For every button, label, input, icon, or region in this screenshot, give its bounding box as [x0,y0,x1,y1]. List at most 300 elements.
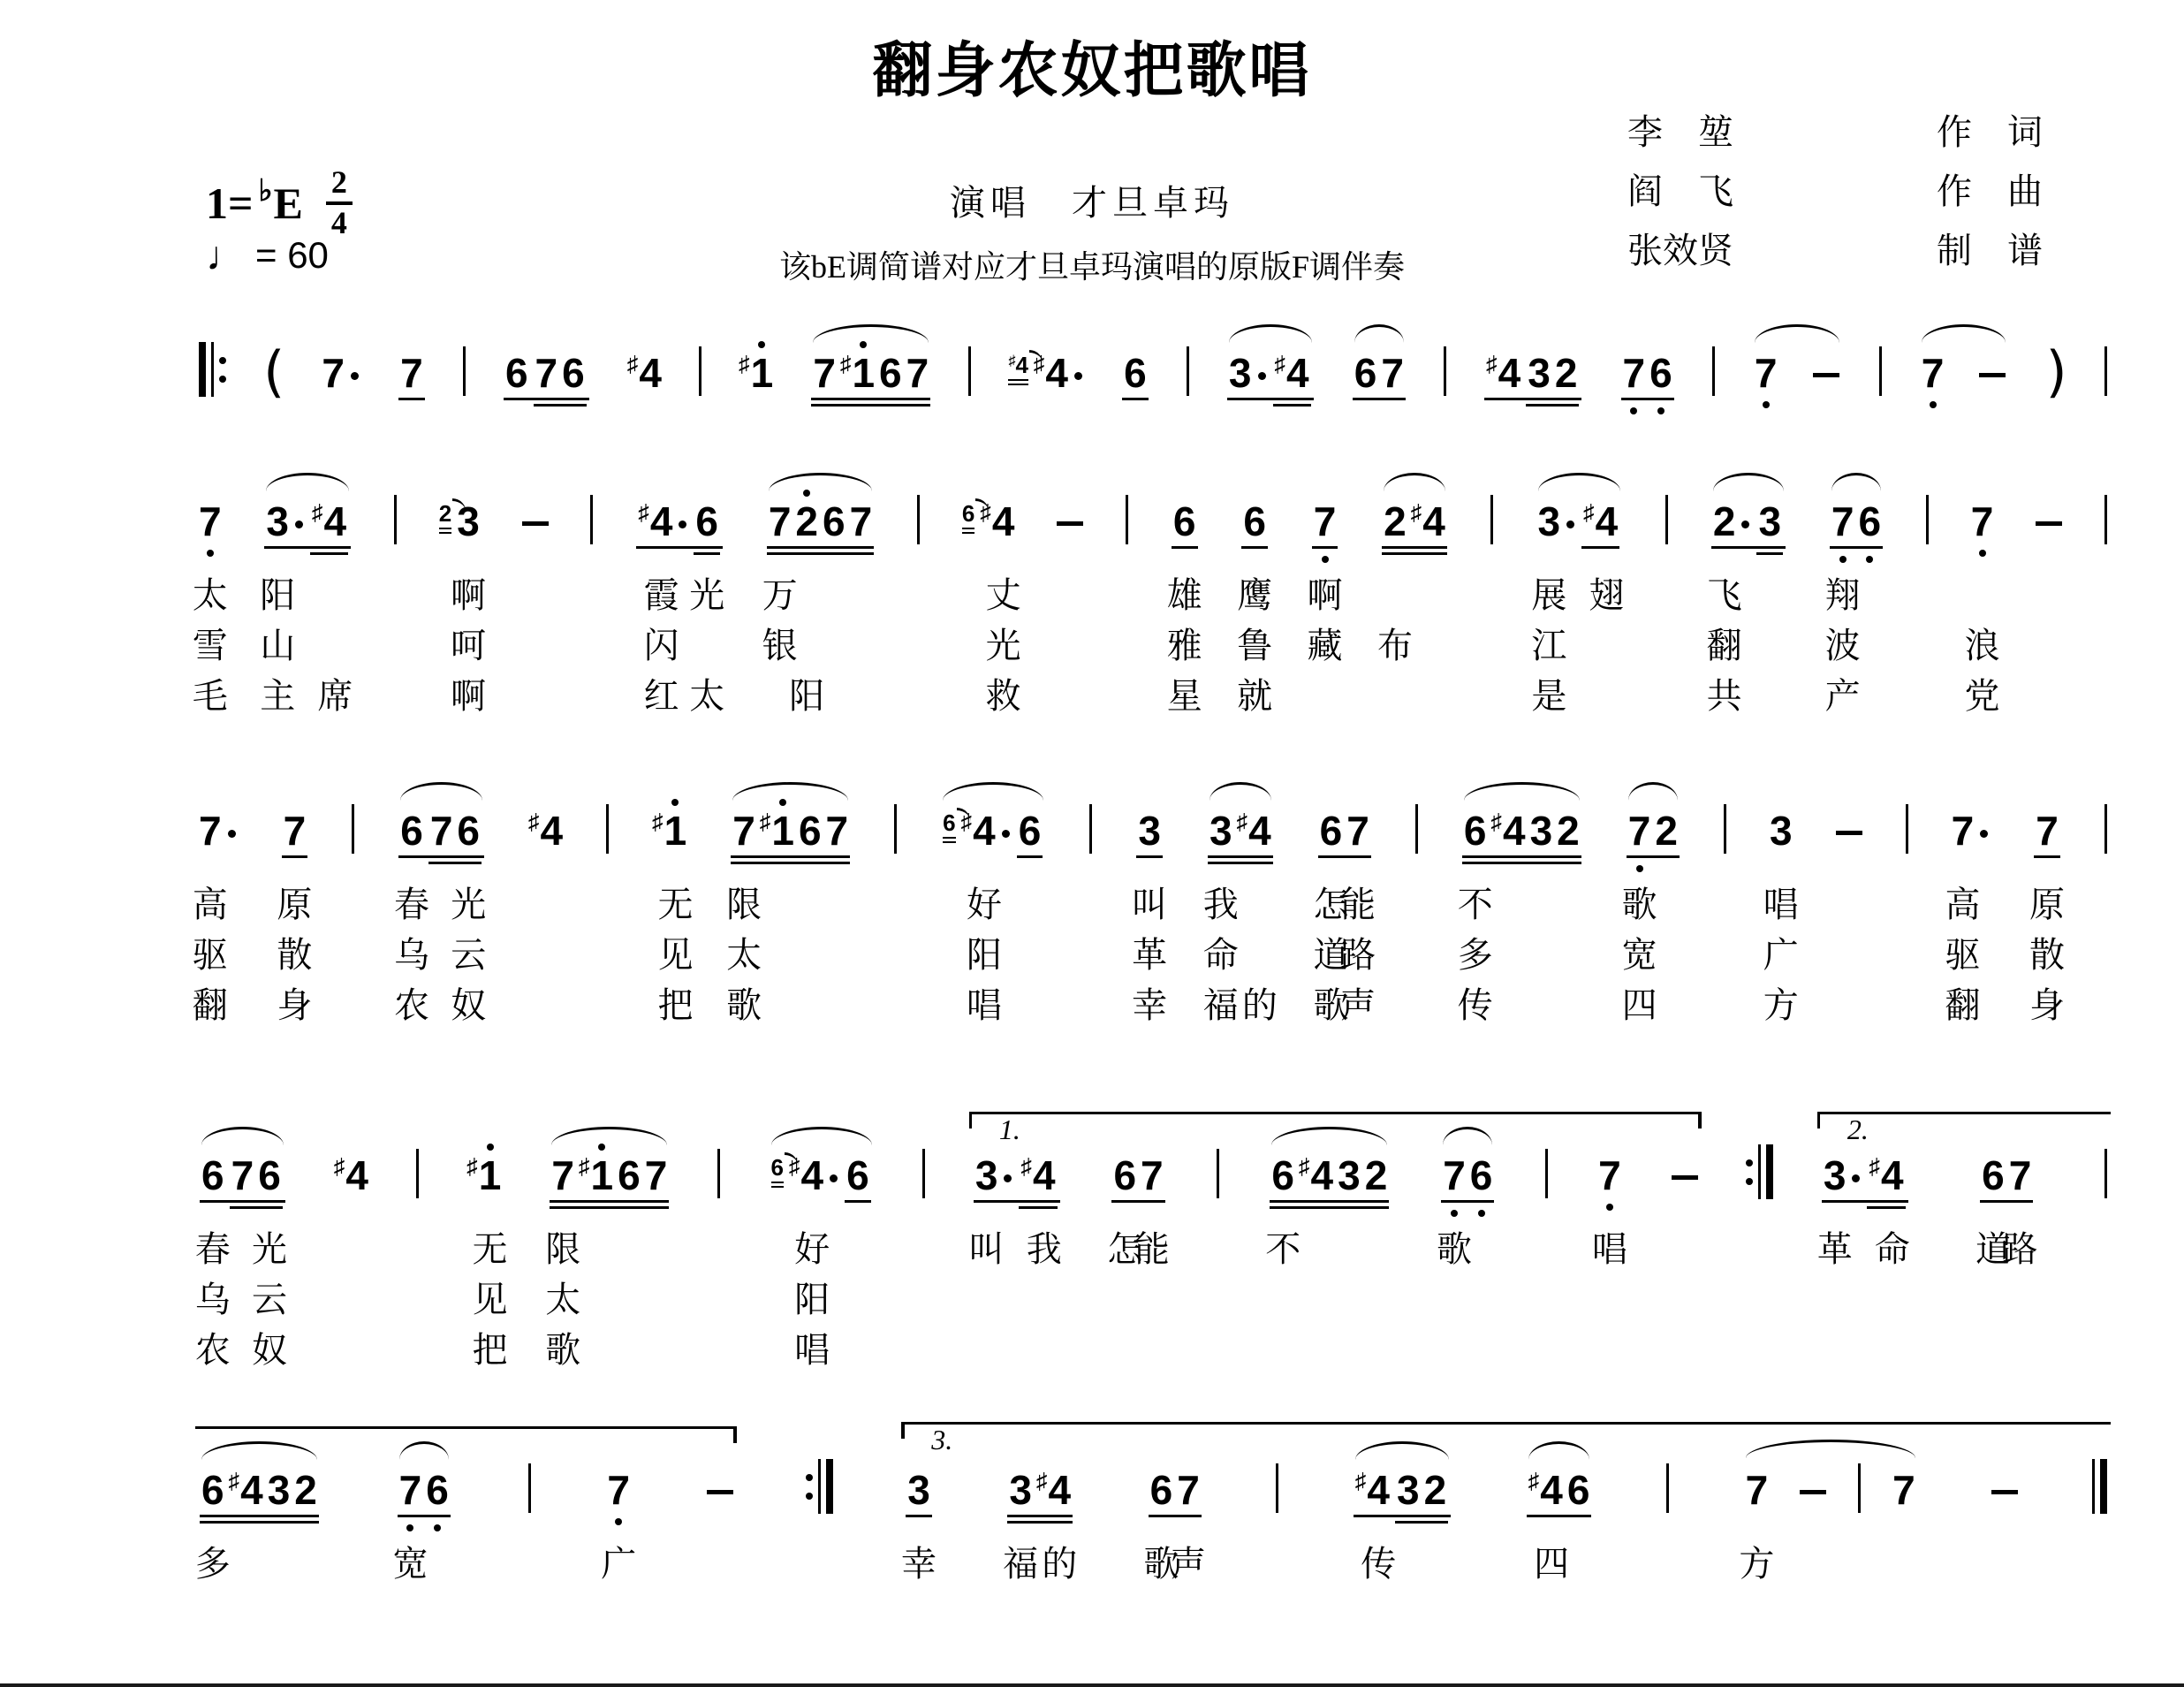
beam-line [811,404,930,407]
lyrics-row-3 [192,673,2107,724]
jianpu-note [879,348,902,394]
lyric-syllable: 见 [472,1280,508,1319]
note-digit: 6 [457,808,481,854]
grace-digit: 6 [770,1154,784,1181]
note-digit: 6 [1982,1152,2005,1198]
augmentation-dot [1074,372,1082,380]
barline [922,1149,925,1198]
note-group [1207,806,1274,852]
lyrics-row-1 [192,882,2107,932]
note-digit: 4 [1248,808,1271,854]
note-digit: 3 [1823,1152,1847,1198]
barline [394,495,397,544]
octave-dot-up [487,1144,494,1151]
beam-line [1318,855,1371,859]
lyric-syllable: 啊 [451,576,487,615]
lyric-syllable: 把 [472,1331,508,1370]
grace-note [771,1156,784,1179]
note-digit: 7 [1831,500,1854,543]
beam-line [1270,1200,1389,1204]
lyric-syllable: 雅 [1166,627,1202,665]
lyric-syllable: 毛 [192,677,228,716]
beam-line [1353,398,1406,401]
note-digit: 7 [1922,352,1945,394]
barline [2104,804,2107,854]
note-digit: 4 [1048,1467,1072,1513]
jianpu-note [201,1465,224,1511]
notation-line [199,801,2107,852]
note-digit: 1 [771,809,794,852]
volta-line [901,1422,2111,1440]
beam-line [1354,1515,1451,1518]
music-system-1 [199,339,2107,404]
sharp-icon: ♯ [839,352,852,376]
note-digit: 6 [1124,350,1147,396]
note-group [973,1151,1061,1197]
octave-dot-up [860,341,867,348]
augmentation-dot [351,372,359,380]
beam-line [694,552,720,556]
note-group [1752,348,1842,394]
note-digit: 7 [399,1469,422,1511]
jianpu-note [426,1465,449,1511]
sharp-icon: ♯ [652,809,664,834]
beam-line [550,1206,669,1210]
note-digit: 2 [1364,1152,1388,1198]
note-group [1581,497,1620,543]
lyric-syllable: 叫 [1132,885,1168,924]
lyric-syllable: 银 [762,627,798,665]
jianpu-note [1354,348,1377,394]
note-digit: 7 [644,1152,668,1198]
beam-line [1007,1521,1073,1524]
jianpu-note [1020,1151,1055,1197]
barline [2104,495,2107,544]
jianpu-note [1009,1465,1032,1511]
barline [1858,1463,1861,1513]
lyrics-row-1 [194,1227,2107,1277]
note-digit: 4 [1422,498,1445,544]
octave-dot-down [1979,550,1986,557]
lyric-syllable: 无 [472,1230,508,1269]
song-title: 翻身农奴把歌唱 [872,37,1312,104]
jianpu-note [334,1151,368,1197]
note-digit: 6 [798,808,822,854]
note-group [844,1151,872,1197]
note-digit: 7 [849,498,873,544]
jianpu-note [1299,1151,1333,1197]
note-digit: 3 [1338,1152,1361,1198]
jianpu-note [312,497,346,543]
barline [1906,804,1908,854]
jianpu-note [1314,497,1337,543]
barline [1444,346,1446,396]
jianpu-note [906,348,929,394]
jianpu-note [562,348,585,394]
note-digit: 7 [825,808,849,854]
jianpu-note [1528,1465,1563,1511]
lyric-syllable: 叫 [968,1230,1005,1269]
beam-line [845,1200,871,1204]
lyric-syllable: 传 [1361,1545,1397,1584]
jianpu-note [1490,806,1525,852]
beam-line [906,1515,932,1518]
beam-line [1527,1515,1592,1518]
lyric-syllable: 命 [1202,936,1239,975]
jianpu-note [1598,1151,1621,1197]
lyric-syllable: 见 [657,936,694,975]
lyric-syllable: 啊 [451,677,487,716]
lyric-syllable: 藏 [1307,627,1343,665]
beam-line [1172,546,1198,550]
final-barline [2092,1459,2107,1514]
beam-line [1627,855,1680,859]
beam-line [1019,1206,1057,1210]
barline [1666,1463,1669,1513]
note-group [1121,348,1149,394]
note-group [1016,806,1044,852]
jianpu-note [962,497,1015,543]
beam-line [1711,546,1786,550]
note-group [1919,348,2009,394]
note-group [1006,1465,1073,1511]
jianpu-note [1758,497,1781,543]
repeat-end-sign [806,1459,833,1514]
lyric-syllable: 歌 [545,1331,581,1370]
jianpu-note [466,1151,501,1197]
sharp-icon: ♯ [1869,1154,1880,1179]
jianpu-note [799,806,822,852]
jianpu-note [1124,348,1147,394]
octave-dot-down [1478,1210,1485,1217]
jianpu-note [1384,497,1407,543]
augmentation-dot [1741,521,1749,528]
note-digit: 7 [1381,350,1404,396]
lyric-syllable: 啊 [1307,576,1343,615]
note-digit: 6 [1271,1152,1295,1198]
note-digit: 7 [607,1469,630,1511]
lyric-syllable: 光 [251,1230,287,1269]
note-digit: 4 [540,808,564,854]
repeat-begin-sign [199,342,226,397]
jianpu-note [826,806,849,852]
beam-line [504,398,589,401]
note-group [1111,1151,1165,1197]
jianpu-note [1858,497,1881,543]
slur-arc [400,782,482,801]
note-digit: 4 [1045,350,1068,396]
slur-arc [1922,324,2006,343]
meter-denominator: 4 [330,204,347,240]
octave-dot-down [1839,556,1847,563]
barline [2104,346,2107,396]
lyric-syllable: 散 [277,936,313,975]
lyric-syllable: 革 [1132,936,1168,975]
slur-arc [943,782,1043,801]
jianpu-note [457,806,480,852]
beam-line [1462,855,1581,859]
jianpu-note [1008,348,1084,394]
barline [590,495,593,544]
jianpu-note [975,1151,1014,1197]
lyric-syllable: 翻 [192,986,228,1025]
note-digit: 4 [1540,1467,1563,1513]
lyric-syllable: 席 [317,677,353,716]
page-edge-artifact [0,1683,2184,1687]
lyric-syllable: 路 [1340,936,1376,975]
jianpu-note [760,806,794,852]
lyric-syllable: 阳 [260,576,296,615]
note-digit: 3 [267,1467,291,1513]
lyric-syllable: 光 [451,885,487,924]
beam-line [1208,862,1273,865]
note-digit: 2 [1423,1467,1447,1513]
jianpu-note [1243,497,1266,543]
jianpu-note [199,806,238,852]
note-group [397,1465,451,1511]
lyric-syllable: 展 [1531,576,1567,615]
note-group [1381,497,1448,543]
grace-note [962,502,974,525]
beam-line [1382,546,1447,550]
note-digit: 3 [1758,498,1782,544]
jianpu-note [1397,1465,1420,1511]
beam-line [1136,855,1163,859]
lyric-syllable: 四 [1534,1545,1570,1584]
beam-line [1111,1200,1164,1204]
composer-role: 作 曲 [1937,171,2043,211]
sharp-icon: ♯ [1035,1469,1048,1493]
note-group [229,1151,284,1197]
note-group [1394,1465,1449,1511]
lyric-syllable: 能 [1340,885,1376,924]
jianpu-note [1355,1465,1390,1511]
lyric-syllable: 好 [794,1230,830,1269]
sharp-icon: ♯ [1490,809,1502,834]
lyric-syllable: 唱 [966,986,1002,1025]
note-digit: 4 [1498,350,1521,396]
beam-line [200,1200,285,1204]
sharp-icon: ♯ [333,1154,345,1179]
note-group [1525,348,1580,394]
octave-dot-down [1866,556,1873,563]
note-digit: 4 [1502,808,1526,854]
beam-line [282,855,308,859]
jianpu-note [400,806,423,852]
note-digit: 6 [1649,352,1672,394]
slur-arc [1210,782,1271,801]
lyric-syllable: 唱 [1591,1230,1627,1269]
lyrics-row-3 [194,1327,2107,1378]
note-digit: 6 [201,1467,224,1513]
octave-dot-down [406,1524,413,1531]
lyrics-row-2 [192,623,2107,673]
sharp-icon: ♯ [1354,1469,1367,1493]
beam-line [1241,546,1268,550]
note-digit: 7 [2008,1152,2032,1198]
slur-arc [1384,473,1445,491]
jianpu-note [579,1151,613,1197]
flat-icon: ♭ [258,174,273,208]
beam-line [1273,404,1311,407]
note-digit: 3 [1138,808,1161,854]
sharp-icon: ♯ [1033,352,1045,376]
jianpu-note [1528,348,1551,394]
note-group [1171,497,1199,543]
grace-beam [962,532,974,535]
jianpu-note [823,497,846,543]
jianpu-note [645,1151,668,1197]
note-digit: 2 [795,500,818,543]
note-group [1226,348,1315,394]
note-digit: 7 [1177,1467,1200,1513]
note-digit: 2 [1712,498,1736,544]
performer-line: 演唱 才旦卓玛 [950,183,1234,223]
jianpu-note [229,1465,263,1511]
lyric-syllable: 救 [985,677,1021,716]
note-digit: 2 [1384,498,1407,544]
grace-beam [771,1182,784,1184]
barline [1712,346,1715,396]
lyric-syllable: 阳 [789,677,825,716]
sharp-icon: ♯ [1299,1154,1310,1179]
grace-beam [1008,384,1028,386]
note-digit: 3 [907,1467,930,1513]
sharp-icon: ♯ [1008,353,1016,369]
jianpu-note [1555,348,1578,394]
lyric-syllable: 怎 [1313,885,1349,924]
lyric-syllable: 农 [194,1331,231,1370]
lyric-syllable: 路 [2002,1230,2038,1269]
lyric-syllable: 唱 [1763,885,1799,924]
note-digit: 3 [1537,498,1561,544]
jianpu-note [1746,1465,1769,1511]
beam-line [1007,1515,1073,1518]
slur-arc [551,1127,667,1145]
volta-label: 2. [1847,1113,1869,1145]
slur-arc [1354,324,1404,343]
lyric-syllable: 阳 [966,936,1002,975]
jianpu-note [1470,1151,1493,1197]
note-digit: 7 [768,498,792,544]
note-digit: 6 [1319,808,1343,854]
grace-note [439,502,451,525]
lyric-syllable: 春 [194,1230,231,1269]
lyric-syllable: 光 [689,576,725,615]
beam-line [1441,1200,1494,1204]
sharp-icon: ♯ [739,352,750,376]
lyric-syllable: 是 [1531,677,1567,716]
slur-arc [1538,473,1621,491]
beam-line [1270,1206,1389,1210]
notation-line [199,1113,2107,1198]
note-digit: 6 [1243,498,1266,544]
beam-line [1149,1515,1202,1518]
note-digit: 3 [1209,808,1232,854]
note-group [281,806,309,852]
jianpu-note [528,806,563,852]
lyric-syllable: 波 [1824,627,1861,665]
note-digit: 7 [551,1152,574,1198]
octave-dot-up [671,799,679,806]
repeat-end-sign [1746,1144,1773,1199]
lyric-syllable: 主 [260,677,296,716]
sharp-icon: ♯ [980,500,991,525]
jianpu-note [1538,497,1577,543]
jianpu-note [399,1465,422,1511]
beam-line [1484,398,1581,401]
beam-line [398,1515,451,1518]
note-digit: 7 [813,350,836,396]
jianpu-note [1628,806,1651,852]
slur-arc [732,782,848,801]
note-group [2033,806,2061,852]
slur-arc [1746,1440,1915,1458]
lyric-syllable: 散 [2029,936,2066,975]
jianpu-note [322,348,360,394]
beam-line [1830,546,1883,550]
beam-line [811,398,930,401]
jianpu-note [535,348,558,394]
notation-line [199,1424,2107,1513]
note-digit: 3 [1528,350,1551,396]
lyrics-row-3 [192,983,2107,1033]
octave-dot-down [1322,556,1329,563]
beam-line [1867,1206,1905,1210]
jianpu-note [618,1151,641,1197]
lyric-syllable: 身 [2029,986,2066,1025]
jianpu-note [2036,806,2059,852]
grace-note [943,811,955,834]
lyric-syllable: 广 [1763,936,1799,975]
augmentation-dot [1852,1174,1860,1182]
jianpu-note [1365,1151,1388,1197]
note-digit: 4 [639,350,662,396]
jianpu-note [795,497,818,543]
lyric-syllable: 太 [726,936,762,975]
slur-arc [1229,324,1312,343]
slur-arc [813,324,929,343]
jianpu-note [652,806,686,852]
note-digit: 7 [1598,1154,1621,1197]
lyric-syllable: 命 [1874,1230,1910,1269]
jianpu-note [1655,806,1678,852]
jianpu-note [294,1465,317,1511]
note-digit: 6 [1172,498,1196,544]
note-digit: 1 [852,352,875,394]
slur-arc [1355,1441,1449,1460]
lyricist-role: 作 词 [1937,112,2043,152]
lyrics-row-1 [192,573,2107,623]
lyric-syllable: 歌 [1436,1230,1472,1269]
note-digit: 7 [1623,352,1646,394]
note-digit: 7 [1141,1152,1164,1198]
barline [1490,495,1493,544]
note-digit: 7 [429,808,453,854]
note-digit: 7 [906,350,929,396]
duration-dash [1836,831,1862,835]
jianpu-note [201,1151,224,1197]
lyric-syllable: 雄 [1166,576,1202,615]
sharp-icon: ♯ [960,809,973,834]
lyric-syllable: 奴 [451,986,487,1025]
note-digit: 7 [1951,808,1975,854]
augmentation-dot [228,830,236,838]
note-digit: 7 [1628,809,1651,852]
octave-dot-up [779,799,786,806]
barline [1879,346,1882,396]
barline [1187,346,1189,396]
